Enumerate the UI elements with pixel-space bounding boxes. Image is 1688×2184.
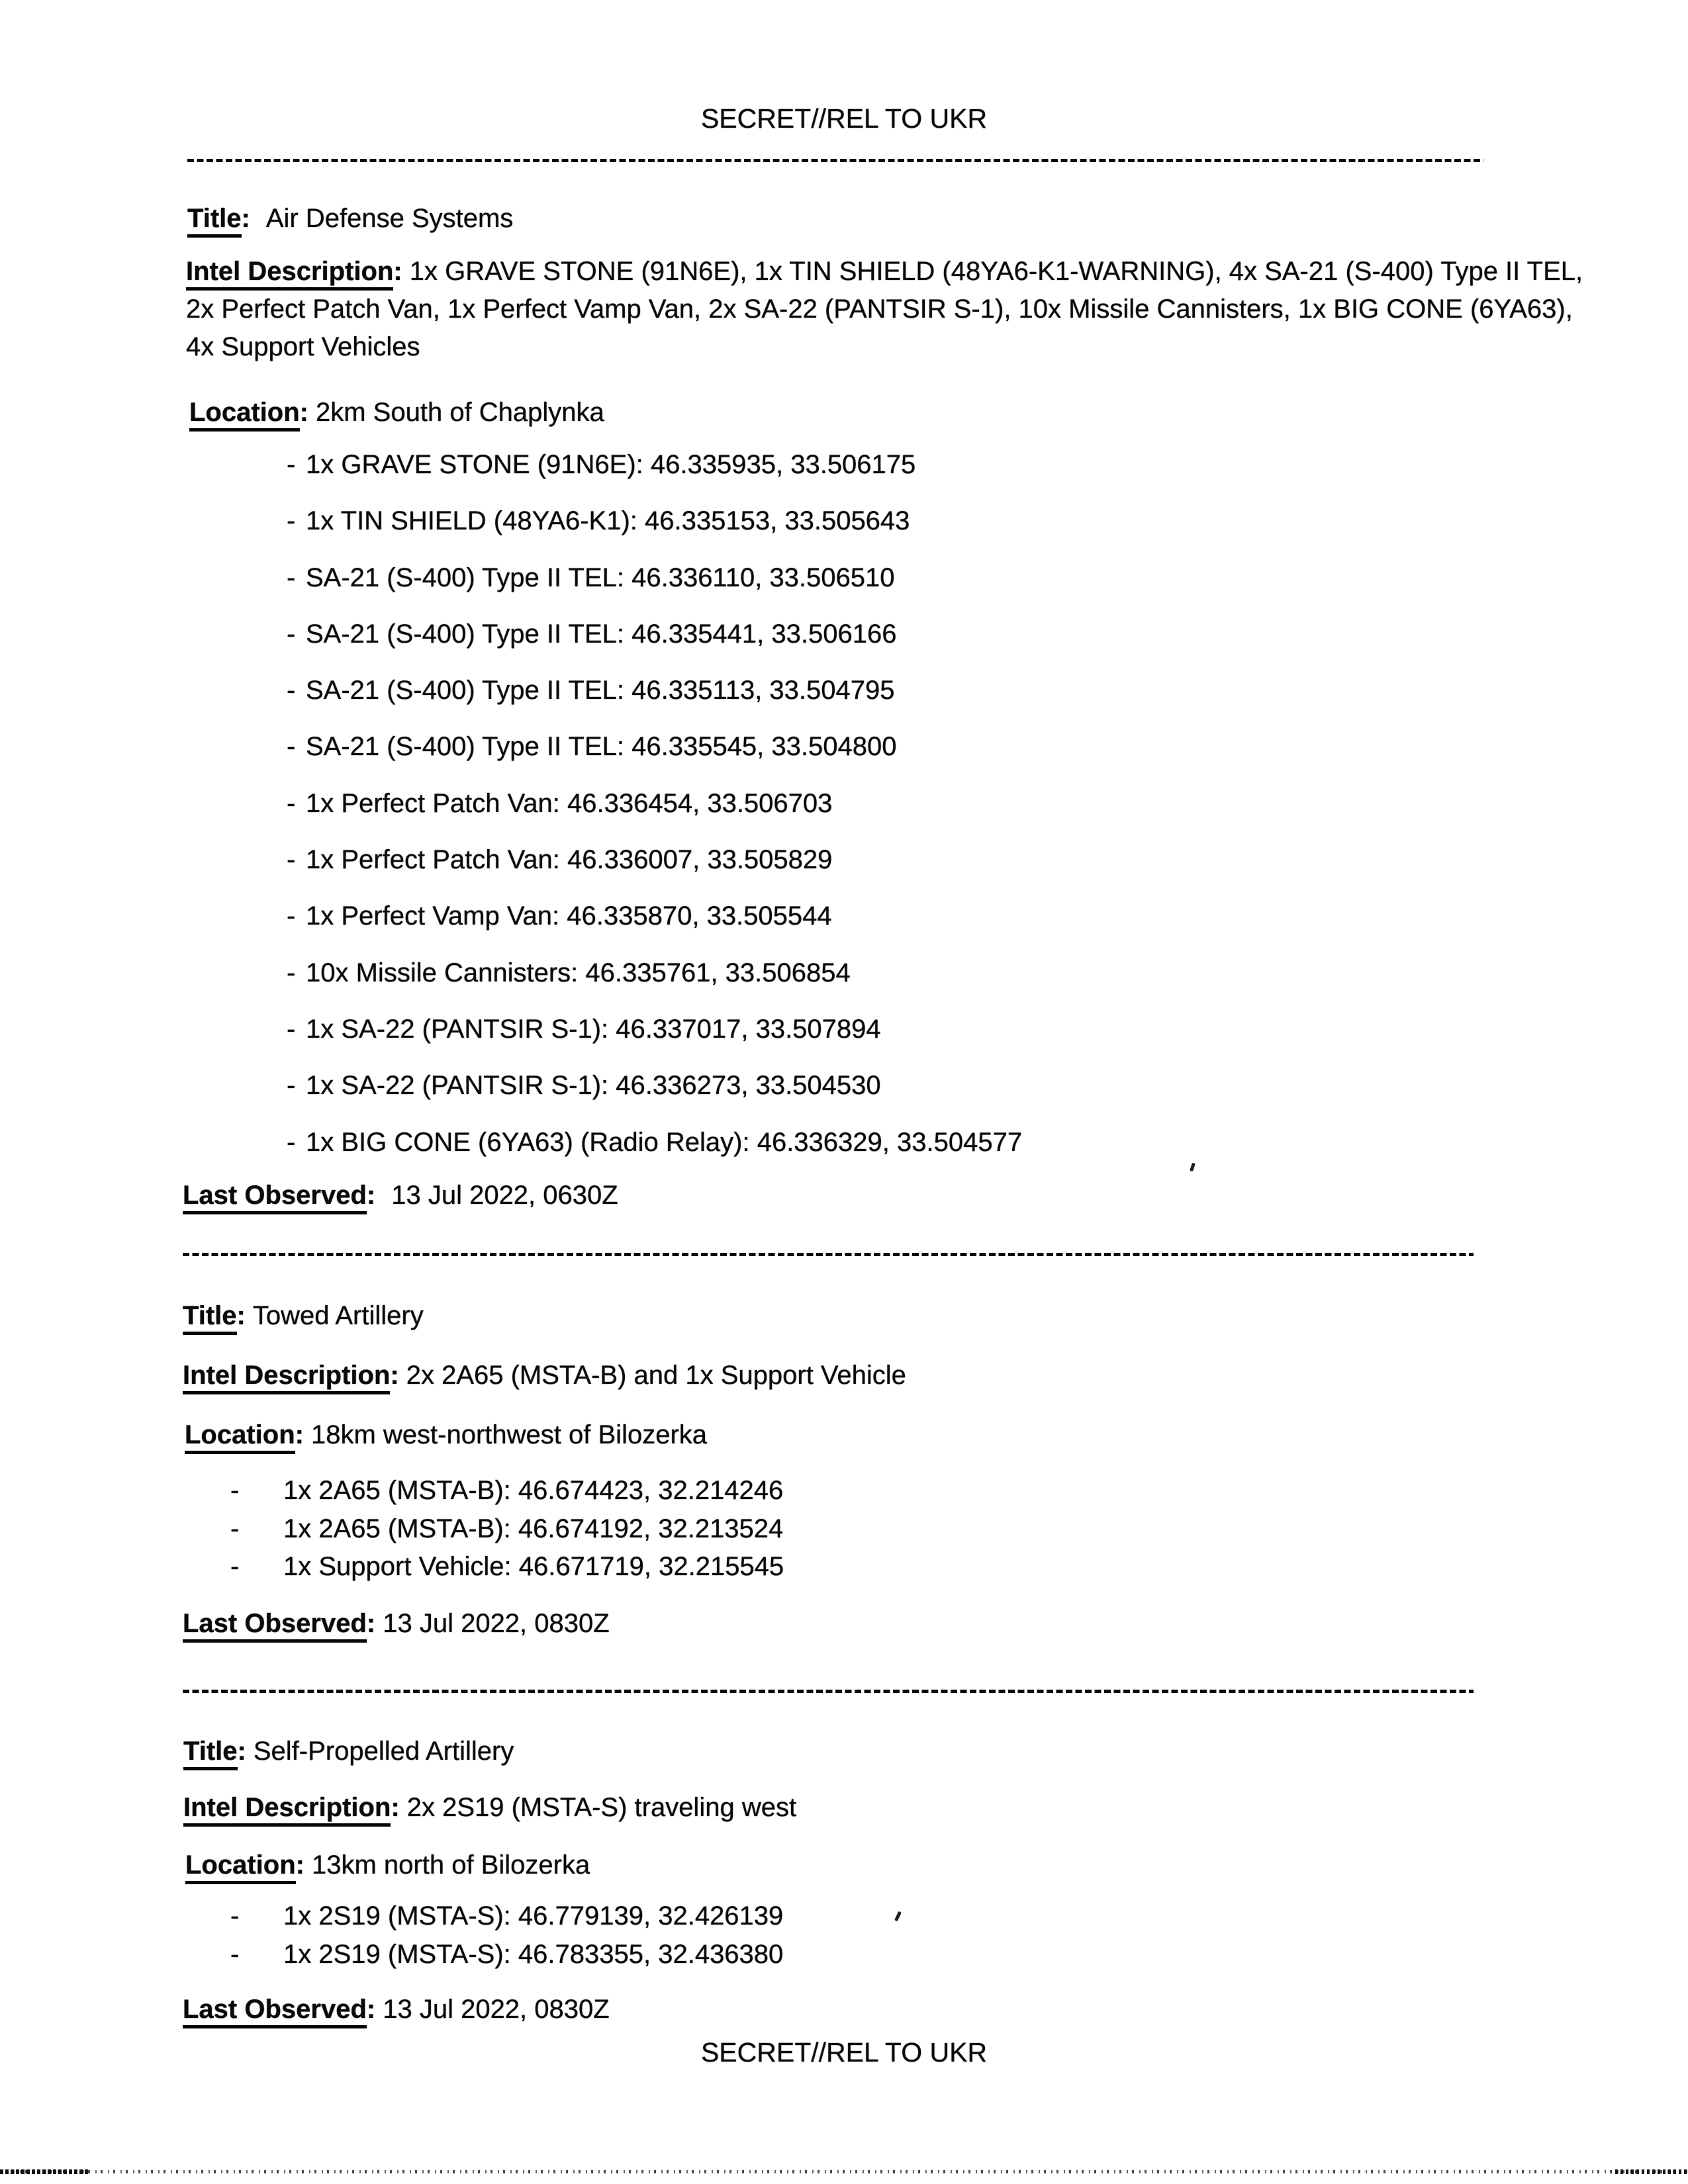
list-item: - 1x Perfect Patch Van: 46.336007, 33.505829 [287, 832, 1022, 888]
colon: : [237, 1737, 246, 1766]
colon: : [295, 1420, 304, 1449]
bullet-dash: - [230, 1939, 240, 1969]
last-observed-text: 13 Jul 2022, 0830Z [383, 1995, 610, 2024]
dashed-divider [183, 1253, 1474, 1256]
location-label: Location [185, 1420, 295, 1454]
list-item: - SA-21 (S-400) Type II TEL: 46.335113, 33.504795 [287, 662, 1022, 719]
last-observed-row [183, 1179, 618, 1212]
bullet-dash: - [230, 1552, 240, 1581]
section-title-text: Air Defense Systems [265, 204, 514, 233]
location-label: Location [185, 1850, 296, 1884]
title-label: Title [183, 1737, 238, 1770]
last-observed-text: 13 Jul 2022, 0830Z [383, 1609, 610, 1638]
section-title-row [183, 1299, 424, 1332]
equipment-list [230, 1472, 784, 1586]
location-row [185, 1418, 707, 1451]
last-observed-label: Last Observed [183, 1609, 367, 1643]
list-item: - 1x TIN SHIELD (48YA6-K1): 46.335153, 33.505643 [287, 493, 1022, 549]
bullet-dash: - [287, 563, 296, 592]
bullet-dash: - [230, 1476, 240, 1505]
equipment-list [230, 1897, 783, 1974]
intel-text: 1x GRAVE STONE (91N6E), 1x TIN SHIELD (48YA6-K1-WARNING), 4x SA-21 (S-400) Type II TEL, [409, 257, 1583, 286]
list-item: - 10x Missile Cannisters: 46.335761, 33.506854 [287, 945, 1022, 1001]
list-item: - SA-21 (S-400) Type II TEL: 46.336110, 33.506510 [287, 550, 1022, 606]
bullet-dash: - [287, 901, 296, 931]
location-text: 13km north of Bilozerka [312, 1850, 590, 1880]
colon: : [366, 1609, 376, 1638]
list-item: - SA-21 (S-400) Type II TEL: 46.335441, 33.506166 [287, 606, 1022, 662]
intel-description-block [186, 253, 1583, 366]
last-observed-row [183, 1993, 610, 2026]
intel-text: 2x 2S19 (MSTA-S) traveling west [406, 1793, 797, 1822]
colon: : [236, 1301, 246, 1330]
title-label: Title [183, 1301, 237, 1335]
list-item: - 1x 2S19 (MSTA-S): 46.779139, 32.426139 [230, 1897, 783, 1936]
bullet-dash: - [287, 732, 296, 762]
bullet-dash: - [230, 1514, 240, 1543]
colon: : [366, 1995, 376, 2024]
intel-line [186, 253, 1583, 291]
intel-line: 2x Perfect Patch Van, 1x Perfect Vamp Van, 2x SA-22 (PANTSIR S-1), 10x Missile Cannisters, 1x BIG CONE (6YA63), [186, 295, 1573, 324]
list-item: - 1x Perfect Vamp Van: 46.335870, 33.505544 [287, 888, 1022, 944]
colon: : [241, 204, 250, 233]
classification-banner-bottom: SECRET//REL TO UKR [700, 2037, 988, 2068]
section-title-text: Self-Propelled Artillery [253, 1737, 514, 1766]
dashed-divider [183, 1690, 1474, 1693]
colon: : [390, 1361, 399, 1390]
scan-artifact-line [0, 2170, 1688, 2173]
section-title-row [187, 202, 513, 235]
colon: : [391, 1793, 400, 1822]
list-item: - SA-21 (S-400) Type II TEL: 46.335545, 33.504800 [287, 719, 1022, 775]
list-item: - 1x SA-22 (PANTSIR S-1): 46.336273, 33.504530 [287, 1058, 1022, 1114]
classification-banner-top: SECRET//REL TO UKR [700, 103, 988, 134]
list-item: - 1x GRAVE STONE (91N6E): 46.335935, 33.506175 [287, 437, 1022, 493]
equipment-list [287, 437, 1022, 1171]
intel-text: 2x 2A65 (MSTA-B) and 1x Support Vehicle [406, 1361, 906, 1390]
list-item: - 1x SA-22 (PANTSIR S-1): 46.337017, 33.507894 [287, 1001, 1022, 1058]
last-observed-row [183, 1607, 610, 1640]
list-item: - 1x 2A65 (MSTA-B): 46.674192, 32.213524 [230, 1510, 784, 1549]
last-observed-label: Last Observed [183, 1181, 367, 1214]
scan-speck [894, 1911, 902, 1922]
location-text: 2km South of Chaplynka [316, 398, 604, 427]
bullet-dash: - [287, 1014, 296, 1044]
list-item: - 1x Support Vehicle: 46.671719, 32.215545 [230, 1548, 784, 1586]
bullet-dash: - [287, 676, 296, 705]
bullet-dash: - [287, 1127, 296, 1157]
bullet-dash: - [287, 845, 296, 875]
intel-label: Intel Description [183, 1361, 390, 1394]
scan-artifact-line [0, 2169, 89, 2174]
last-observed-text: 13 Jul 2022, 0630Z [391, 1181, 618, 1210]
colon: : [295, 1850, 305, 1880]
location-row [189, 396, 604, 429]
last-observed-label: Last Observed [183, 1995, 367, 2028]
title-label: Title [187, 204, 242, 238]
intel-line: 4x Support Vehicles [186, 332, 420, 361]
section-title-text: Towed Artillery [252, 1301, 424, 1330]
list-item: - 1x Perfect Patch Van: 46.336454, 33.506703 [287, 776, 1022, 832]
bullet-dash: - [287, 450, 296, 479]
location-row [185, 1848, 590, 1882]
list-item: - 1x 2A65 (MSTA-B): 46.674423, 32.214246 [230, 1472, 784, 1510]
list-item: - 1x BIG CONE (6YA63) (Radio Relay): 46.336329, 33.504577 [287, 1115, 1022, 1171]
location-label: Location [189, 398, 300, 432]
colon: : [393, 257, 402, 286]
bullet-dash: - [287, 506, 296, 536]
intel-description-row [183, 1359, 906, 1392]
scan-artifact-line [1615, 2169, 1688, 2174]
location-text: 18km west-northwest of Bilozerka [311, 1420, 708, 1449]
intel-label: Intel Description [183, 1793, 391, 1827]
bullet-dash: - [230, 1901, 240, 1931]
list-item: - 1x 2S19 (MSTA-S): 46.783355, 32.436380 [230, 1936, 783, 1974]
intel-description-row [183, 1791, 796, 1824]
bullet-dash: - [287, 619, 296, 649]
colon: : [366, 1181, 376, 1210]
bullet-dash: - [287, 958, 296, 987]
dashed-divider [187, 159, 1483, 162]
intel-label: Intel Description [186, 257, 393, 291]
colon: : [299, 398, 308, 427]
scan-speck [1190, 1163, 1196, 1172]
bullet-dash: - [287, 788, 296, 818]
bullet-dash: - [287, 1071, 296, 1101]
section-title-row [183, 1735, 514, 1768]
